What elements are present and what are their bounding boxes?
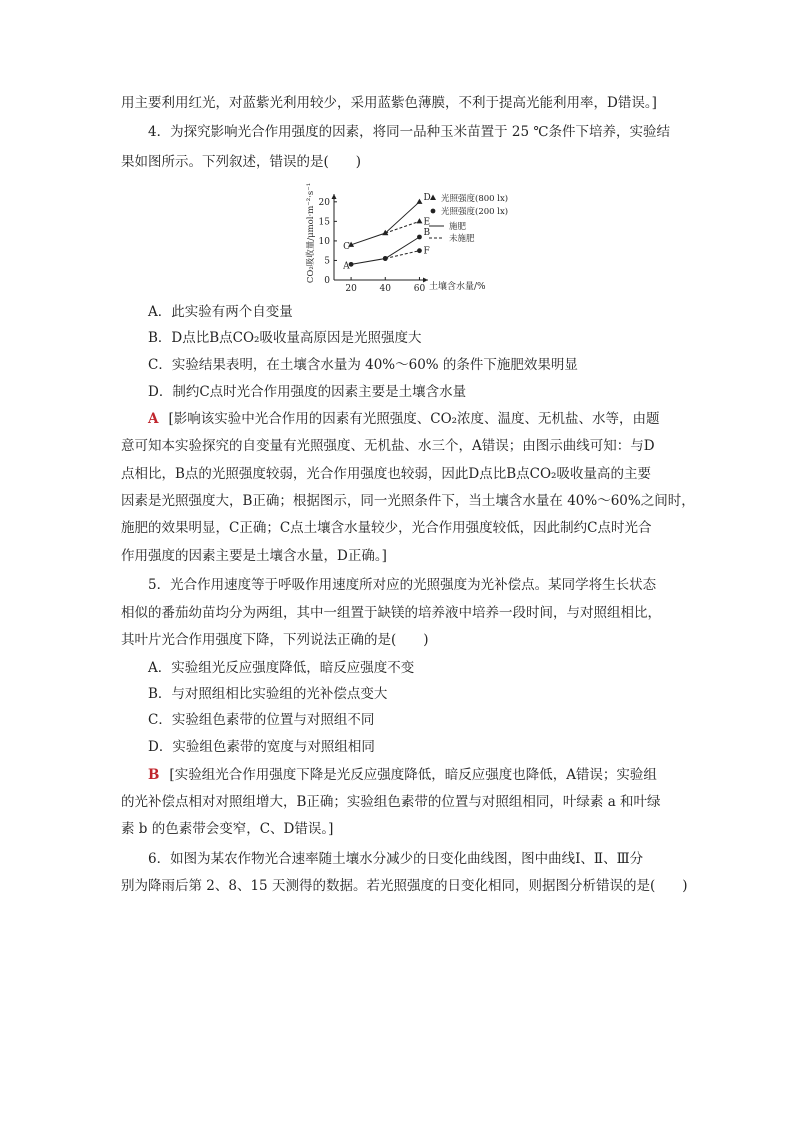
y-axis-arrow	[332, 194, 337, 199]
question-6-stem: 6．如图为某农作物光合速率随土壤水分减少的日变化曲线图，图中曲线Ⅰ、Ⅱ、Ⅲ分	[148, 851, 644, 867]
x-tick-label: 40	[379, 284, 391, 294]
explanation-text: [实验组光合作用强度下降是光反应强度降低，暗反应强度也降低，A错误；实验组	[169, 767, 657, 783]
question-5-stem: 5．光合作用速度等于呼吸作用速度所对应的光照强度为光补偿点。某同学将生长状态	[148, 577, 657, 593]
x-axis-label: 土壤含水量/%	[429, 282, 486, 292]
legend-label: 光照强度(200 lx)	[441, 207, 509, 217]
question-5-stem-cont: 相似的番茄幼苗均分为两组，其中一组置于缺镁的培养液中培养一段时间，与对照组相比，	[121, 605, 661, 621]
x-axis-arrow	[423, 278, 428, 283]
x-tick-label: 20	[345, 284, 357, 294]
point-label: B	[423, 228, 431, 238]
option-a: A．此实验有两个自变量	[148, 304, 293, 320]
option-b: B．与对照组相比实验组的光补偿点变大	[148, 686, 388, 702]
question-4-stem-cont: 果如图所示。下列叙述，错误的是( )	[121, 154, 362, 170]
legend-triangle-icon	[430, 195, 436, 201]
figure-chart	[0, 0, 794, 300]
legend-label: 施肥	[449, 222, 467, 232]
data-point-circle	[417, 235, 422, 240]
answer-letter: B	[148, 767, 160, 783]
question-5-stem-cont: 其叶片光合作用强度下降，下列说法正确的是( )	[121, 632, 429, 648]
legend-circle-icon	[431, 209, 436, 214]
y-tick-label: 10	[318, 236, 330, 247]
option-d: D．制约C点时光合作用强度的因素主要是土壤含水量	[148, 384, 467, 400]
legend-label: 光照强度(800 lx)	[441, 194, 509, 204]
explanation-line: 意可知本实验探究的自变量有光照强度、无机盐、水三个，A错误；由图示曲线可知：与D	[121, 438, 655, 454]
data-point-triangle	[416, 218, 422, 223]
point-label: E	[423, 217, 431, 228]
y-axis-label: CO₂吸收量/μmol·m⁻²·s⁻¹	[306, 182, 316, 284]
answer-letter: A	[148, 411, 159, 427]
explanation-line: 作用强度的因素主要是土壤含水量，D正确。]	[121, 548, 387, 564]
y-tick-label: 15	[318, 217, 330, 228]
point-label: C	[343, 241, 350, 252]
explanation-line: 的光补偿点相对对照组增大，B正确；实验组色素带的位置与对照组相同，叶绿素 a 和叶绿	[121, 794, 661, 810]
option-a: A．实验组光反应强度降低，暗反应强度不变	[148, 660, 415, 676]
question-6-stem-cont: 别为降雨后第 2、8、15 天测得的数据。若光照强度的日变化相同，则据图分析错误的是( )	[121, 878, 688, 894]
y-tick-label: 5	[324, 256, 330, 267]
series-line	[385, 221, 419, 233]
y-tick-label: 0	[324, 276, 330, 286]
option-c: C．实验组色素带的位置与对照组不同	[148, 712, 375, 728]
y-tick-label: 20	[318, 197, 330, 208]
explanation-line: 素 b 的色素带会变窄，C、D错误。]	[121, 821, 334, 837]
x-tick-label: 60	[413, 284, 426, 294]
data-point-circle	[417, 248, 422, 253]
data-point-triangle	[416, 199, 422, 204]
option-b: B．D点比B点CO₂吸收量高原因是光照强度大	[148, 330, 422, 346]
explanation-text: [影响该实验中光合作用的因素有光照强度、CO₂浓度、温度、无机盐、水等，由题	[168, 411, 660, 427]
question-4-stem: 4．为探究影响光合作用强度的因素，将同一品种玉米苗置于 25 ℃条件下培养，实验结	[148, 124, 670, 140]
point-label: D	[423, 192, 431, 203]
point-label: A	[343, 261, 350, 272]
explanation-line: 因素是光照强度大，B正确；根据图示，同一光照条件下，当土壤含水量在 40%～60%之间时，	[121, 493, 695, 509]
point-label: F	[423, 246, 430, 257]
answer-line	[148, 765, 657, 785]
answer-line	[148, 409, 660, 429]
explanation-line: 施肥的效果明显，C正确；C点土壤含水量较少，光合作用强度较低，因此制约C点时光合	[121, 520, 652, 536]
series-line	[385, 251, 419, 259]
data-point-circle	[383, 256, 388, 261]
series-line	[351, 202, 419, 245]
text-line: 用主要利用红光，对蓝紫光利用较少，采用蓝紫色薄膜，不利于提高光能利用率，D错误。]	[121, 95, 657, 111]
legend-label: 未施肥	[449, 234, 475, 244]
option-c: C．实验结果表明，在土壤含水量为 40%～60% 的条件下施肥效果明显	[148, 357, 578, 373]
explanation-line: 点相比，B点的光照强度较弱，光合作用强度也较弱，因此D点比B点CO₂吸收量高的主要	[121, 466, 651, 482]
option-d: D．实验组色素带的宽度与对照组相同	[148, 739, 375, 755]
